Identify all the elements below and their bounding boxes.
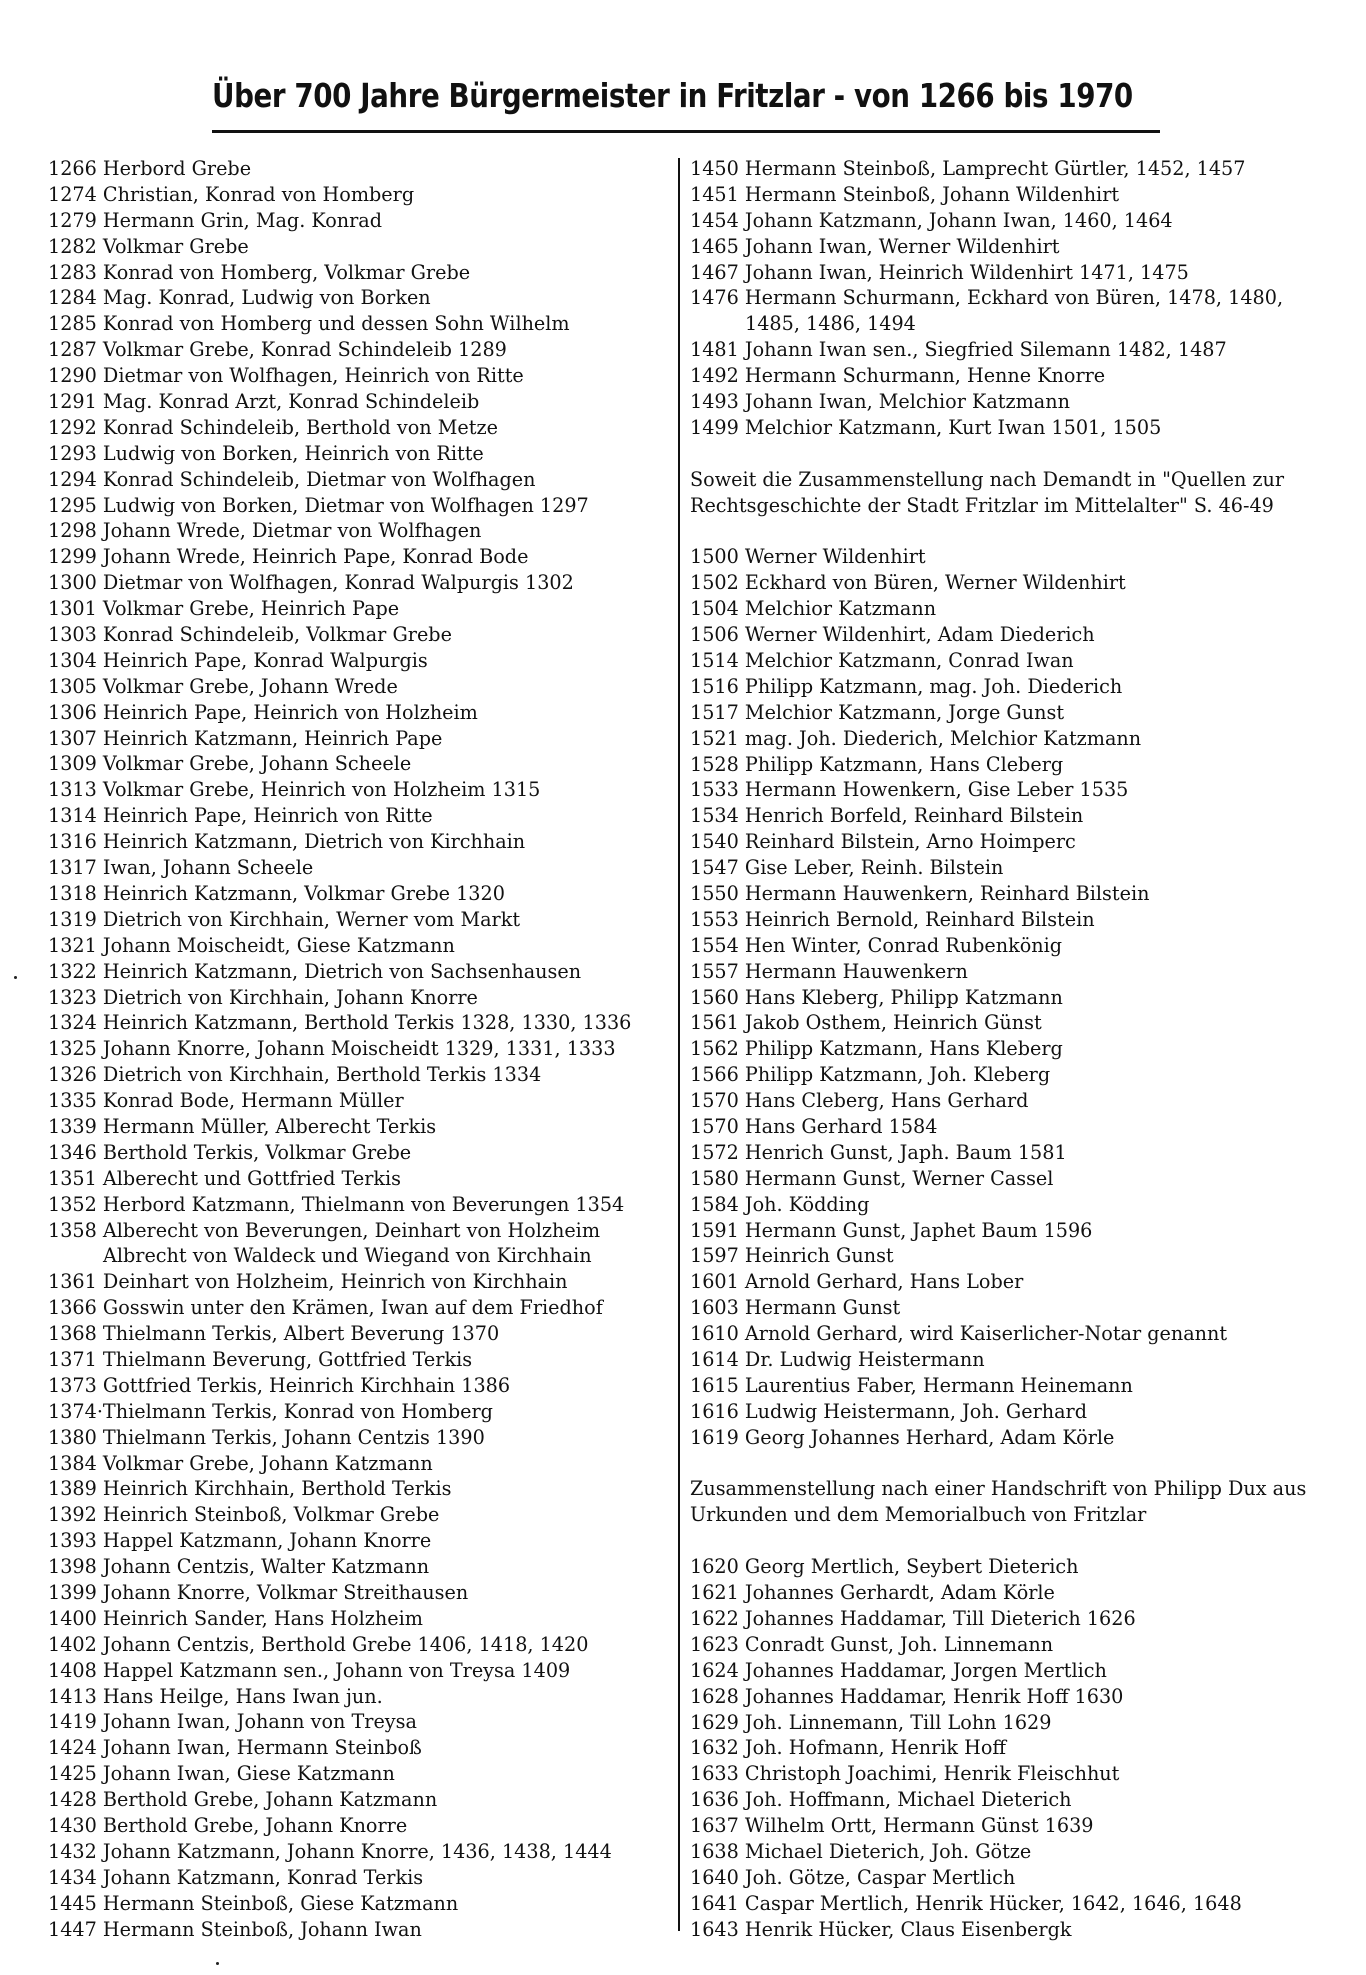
mayor-entry: 1561 Jakob Osthem, Heinrich Günst: [690, 1011, 1042, 1035]
mayor-entry: 1352 Herbord Katzmann, Thielmann von Beverungen 1354: [48, 1192, 625, 1216]
mayor-entry: 1283 Konrad von Homberg, Volkmar Grebe: [48, 260, 471, 284]
mayor-entry: 1301 Volkmar Grebe, Heinrich Pape: [48, 597, 400, 621]
mayor-entry: 1279 Hermann Grin, Mag. Konrad: [48, 208, 383, 232]
mayor-entry: 1502 Eckhard von Büren, Werner Wildenhirt: [690, 571, 1126, 595]
mayor-entry: 1322 Heinrich Katzmann, Dietrich von Sachsenhausen: [48, 959, 582, 983]
mayor-entry: 1643 Henrik Hücker, Claus Eisenbergk: [690, 1917, 1072, 1941]
mayor-entry: 1454 Johann Katzmann, Johann Iwan, 1460, 1464: [690, 208, 1173, 232]
mayor-entry: 1566 Philipp Katzmann, Joh. Kleberg: [690, 1063, 1051, 1087]
mayor-entry: 1465 Johann Iwan, Werner Wildenhirt: [690, 234, 1060, 258]
mayor-entry: 1399 Johann Knorre, Volkmar Streithausen: [48, 1580, 469, 1604]
mayor-entry: 1299 Johann Wrede, Heinrich Pape, Konrad Bode: [48, 545, 529, 569]
mayor-entry: 1392 Heinrich Steinboß, Volkmar Grebe: [48, 1503, 440, 1527]
mayor-entry: 1584 Joh. Ködding: [690, 1192, 870, 1216]
mayor-entry: 1285 Konrad von Homberg und dessen Sohn Wilhelm: [48, 312, 570, 336]
mayor-entry: 1450 Hermann Steinboß, Lamprecht Gürtler, 1452, 1457: [690, 157, 1246, 180]
mayor-entry: 1638 Michael Dieterich, Joh. Götze: [690, 1839, 1032, 1863]
entry-continuation: 1485, 1486, 1494: [745, 312, 916, 336]
mayor-entry: 1557 Hermann Hauwenkern: [690, 959, 968, 983]
mayor-entry: 1432 Johann Katzmann, Johann Knorre, 1436, 1438, 1444: [48, 1839, 612, 1863]
column-divider: [678, 158, 680, 1931]
mayor-entry: 1294 Konrad Schindeleib, Dietmar von Wolfhagen: [48, 467, 536, 491]
mayor-entry: 1637 Wilhelm Ortt, Hermann Günst 1639: [690, 1814, 1094, 1838]
mayor-entry: 1547 Gise Leber, Reinh. Bilstein: [690, 856, 1004, 880]
entry-continuation: Albrecht von Waldeck und Wiegand von Kirchhain: [103, 1244, 592, 1268]
mayor-entry: 1580 Hermann Gunst, Werner Cassel: [690, 1166, 1054, 1190]
mayor-entry: 1373 Gottfried Terkis, Heinrich Kirchhain 1386: [48, 1373, 511, 1397]
mayor-entry: 1292 Konrad Schindeleib, Berthold von Metze: [48, 415, 498, 439]
mayor-entry: 1326 Dietrich von Kirchhain, Berthold Terkis 1334: [48, 1063, 542, 1087]
mayor-entry: 1640 Joh. Götze, Caspar Mertlich: [690, 1865, 1016, 1889]
mayor-entry: 1335 Konrad Bode, Hermann Müller: [48, 1089, 404, 1113]
mayor-entry: 1553 Heinrich Bernold, Reinhard Bilstein: [690, 907, 1095, 931]
mayor-entry: 1615 Laurentius Faber, Hermann Heinemann: [690, 1373, 1133, 1397]
entries-block-1620-1643: [690, 1554, 1350, 1942]
mayor-entry: 1317 Iwan, Johann Scheele: [48, 856, 314, 880]
mayor-entry: 1641 Caspar Mertlich, Henrik Hücker, 1642, 1646, 1648: [690, 1891, 1242, 1915]
mayor-entry: 1603 Hermann Gunst: [690, 1296, 901, 1320]
mayor-entry: 1384 Volkmar Grebe, Johann Katzmann: [48, 1451, 433, 1475]
mayor-entry: 1622 Johannes Haddamar, Till Dieterich 1626: [690, 1606, 1136, 1630]
mayor-entry: 1307 Heinrich Katzmann, Heinrich Pape: [48, 726, 443, 750]
mayor-entry: 1351 Alberecht und Gottfried Terkis: [48, 1166, 401, 1190]
mayor-entry: 1533 Hermann Howenkern, Gise Leber 1535: [690, 778, 1129, 802]
mayor-entry: 1318 Heinrich Katzmann, Volkmar Grebe 1320: [48, 881, 505, 905]
mayor-entry: 1419 Johann Iwan, Johann von Treysa: [48, 1710, 417, 1734]
mayor-entry: 1632 Joh. Hofmann, Henrik Hoff: [690, 1736, 1007, 1760]
mayor-entry: 1361 Deinhart von Holzheim, Heinrich von Kirchhain: [48, 1270, 568, 1294]
mayor-entry: 1624 Johannes Haddamar, Jorgen Mertlich: [690, 1658, 1107, 1682]
mayor-entry: 1323 Dietrich von Kirchhain, Johann Knorre: [48, 985, 478, 1009]
mayor-entry: 1517 Melchior Katzmann, Jorge Gunst: [690, 700, 1065, 724]
stray-mark: [14, 976, 17, 979]
mayor-entry: 1339 Hermann Müller, Alberecht Terkis: [48, 1114, 437, 1138]
spacer: [690, 1528, 1350, 1554]
mayor-entry: 1425 Johann Iwan, Giese Katzmann: [48, 1762, 395, 1786]
mayor-entry: 1467 Johann Iwan, Heinrich Wildenhirt 1471, 1475: [690, 260, 1189, 284]
mayor-entry: 1528 Philipp Katzmann, Hans Cleberg: [690, 752, 1064, 776]
mayor-entry: 1306 Heinrich Pape, Heinrich von Holzheim: [48, 700, 478, 724]
mayor-entry: 1298 Johann Wrede, Dietmar von Wolfhagen: [48, 519, 482, 543]
mayor-entry: 1504 Melchior Katzmann: [690, 597, 937, 621]
mayor-entry: 1572 Henrich Gunst, Japh. Baum 1581: [690, 1140, 1067, 1164]
mayor-entry: 1295 Ludwig von Borken, Dietmar von Wolfhagen 1297: [48, 493, 589, 517]
page-title: Über 700 Jahre Bürgermeister in Fritzlar - von 1266 bis 1970: [212, 76, 1133, 115]
mayor-entry: 1633 Christoph Joachimi, Henrik Fleischhut: [690, 1762, 1120, 1786]
mayor-entry: 1358 Alberecht von Beverungen, Deinhart von Holzheim: [48, 1218, 601, 1242]
mayor-entry: 1570 Hans Cleberg, Hans Gerhard: [690, 1089, 1029, 1113]
mayor-entry: 1313 Volkmar Grebe, Heinrich von Holzheim 1315: [48, 778, 541, 802]
mayor-entry: 1400 Heinrich Sander, Hans Holzheim: [48, 1606, 423, 1630]
spacer: [690, 519, 1350, 545]
entries-block-1450-1505: [690, 156, 1350, 441]
mayor-entry: 1371 Thielmann Beverung, Gottfried Terkis: [48, 1347, 473, 1371]
mayor-entry: 1554 Hen Winter, Conrad Rubenkönig: [690, 933, 1063, 957]
mayor-entry: 1309 Volkmar Grebe, Johann Scheele: [48, 752, 412, 776]
mayor-entry: 1493 Johann Iwan, Melchior Katzmann: [690, 390, 1070, 414]
mayor-entry: 1321 Johann Moischeidt, Giese Katzmann: [48, 933, 455, 957]
mayor-entry: 1291 Mag. Konrad Arzt, Konrad Schindeleib: [48, 390, 480, 414]
left-column: [48, 156, 678, 1942]
mayor-entry: 1305 Volkmar Grebe, Johann Wrede: [48, 674, 398, 698]
mayor-entry: 1516 Philipp Katzmann, mag. Joh. Diederich: [690, 674, 1123, 698]
mayor-entry: 1325 Johann Knorre, Johann Moischeidt 1329, 1331, 1333: [48, 1037, 616, 1061]
mayor-entry: 1304 Heinrich Pape, Konrad Walpurgis: [48, 648, 428, 672]
mayor-entry: 1636 Joh. Hoffmann, Michael Dieterich: [690, 1788, 1072, 1812]
mayor-entry: 1506 Werner Wildenhirt, Adam Diederich: [690, 623, 1095, 647]
mayor-entry: 1451 Hermann Steinboß, Johann Wildenhirt: [690, 182, 1120, 206]
mayor-entry: 1398 Johann Centzis, Walter Katzmann: [48, 1555, 430, 1579]
mayor-entry: 1413 Hans Heilge, Hans Iwan jun.: [48, 1684, 383, 1708]
mayor-entry: 1408 Happel Katzmann sen., Johann von Treysa 1409: [48, 1658, 571, 1682]
mayor-entry: 1614 Dr. Ludwig Heistermann: [690, 1348, 985, 1371]
mayor-entry: 1274 Christian, Konrad von Homberg: [48, 182, 415, 206]
mayor-entry: 1316 Heinrich Katzmann, Dietrich von Kirchhain: [48, 830, 526, 854]
mayor-entry: 1540 Reinhard Bilstein, Arno Hoimperc: [690, 830, 1076, 854]
mayor-entry: 1620 Georg Mertlich, Seybert Dieterich: [690, 1555, 1079, 1579]
mayor-entry: 1562 Philipp Katzmann, Hans Kleberg: [690, 1037, 1063, 1061]
mayor-entry: 1314 Heinrich Pape, Heinrich von Ritte: [48, 804, 433, 828]
mayor-entry: 1447 Hermann Steinboß, Johann Iwan: [48, 1917, 422, 1941]
mayor-entry: 1428 Berthold Grebe, Johann Katzmann: [48, 1788, 438, 1812]
mayor-entry: 1621 Johannes Gerhardt, Adam Körle: [690, 1581, 1055, 1605]
mayor-entry: 1374·Thielmann Terkis, Konrad von Homberg: [48, 1399, 493, 1423]
source-note-demandt: [690, 467, 1350, 519]
mayor-entry: 1560 Hans Kleberg, Philipp Katzmann: [690, 985, 1063, 1009]
mayor-entry: 1319 Dietrich von Kirchhain, Werner vom Markt: [48, 907, 521, 931]
title-rule: [212, 130, 1160, 133]
mayor-entry: 1346 Berthold Terkis, Volkmar Grebe: [48, 1140, 412, 1164]
stray-mark: [216, 1962, 219, 1965]
mayor-entry: 1476 Hermann Schurmann, Eckhard von Büren, 1478, 1480,: [690, 286, 1284, 310]
mayor-entry: 1324 Heinrich Katzmann, Berthold Terkis 1328, 1330, 1336: [48, 1011, 632, 1035]
mayor-entry: 1534 Henrich Borfeld, Reinhard Bilstein: [690, 804, 1084, 828]
note-line: Urkunden und dem Memorialbuch von Fritzlar: [690, 1503, 1147, 1527]
mayor-entry: 1610 Arnold Gerhard, wird Kaiserlicher-Notar genannt: [690, 1322, 1228, 1346]
mayor-entry: 1287 Volkmar Grebe, Konrad Schindeleib 1289: [48, 338, 507, 362]
mayor-entry: 1628 Johannes Haddamar, Henrik Hoff 1630: [690, 1684, 1124, 1708]
mayor-entry: 1629 Joh. Linnemann, Till Lohn 1629: [690, 1710, 1052, 1734]
spacer: [690, 1451, 1350, 1477]
mayor-entry: 1282 Volkmar Grebe: [48, 234, 249, 258]
mayor-entry: 1424 Johann Iwan, Hermann Steinboß: [48, 1736, 422, 1760]
entries-block-1500-1619: [690, 544, 1350, 1450]
mayor-entry: 1481 Johann Iwan sen., Siegfried Silemann 1482, 1487: [690, 338, 1227, 362]
mayor-entry: 1380 Thielmann Terkis, Johann Centzis 1390: [48, 1425, 485, 1449]
mayor-entry: 1623 Conradt Gunst, Joh. Linnemann: [690, 1632, 1054, 1656]
mayor-entry: 1434 Johann Katzmann, Konrad Terkis: [48, 1865, 424, 1889]
source-note-dux: [690, 1476, 1350, 1528]
spacer: [690, 441, 1350, 467]
mayor-entry: 1366 Gosswin unter den Krämen, Iwan auf dem Friedhof: [48, 1296, 603, 1320]
mayor-entry: 1499 Melchior Katzmann, Kurt Iwan 1501, 1505: [690, 415, 1162, 439]
mayor-entry: 1300 Dietmar von Wolfhagen, Konrad Walpurgis 1302: [48, 571, 574, 595]
mayor-entry: 1293 Ludwig von Borken, Heinrich von Ritte: [48, 441, 484, 465]
mayor-entry: 1500 Werner Wildenhirt: [690, 545, 926, 569]
right-column: [690, 156, 1350, 1943]
mayor-entry: 1616 Ludwig Heistermann, Joh. Gerhard: [690, 1399, 1088, 1423]
note-line: Rechtsgeschichte der Stadt Fritzlar im Mittelalter" S. 46-49: [690, 493, 1274, 517]
mayor-entry: 1591 Hermann Gunst, Japhet Baum 1596: [690, 1218, 1093, 1242]
mayor-entry: 1521 mag. Joh. Diederich, Melchior Katzmann: [690, 726, 1142, 750]
mayor-entry: 1389 Heinrich Kirchhain, Berthold Terkis: [48, 1477, 452, 1501]
mayor-entry: 1266 Herbord Grebe: [48, 157, 252, 180]
mayor-entry: 1619 Georg Johannes Herhard, Adam Körle: [690, 1425, 1115, 1449]
mayor-entry: 1601 Arnold Gerhard, Hans Lober: [690, 1270, 1024, 1294]
mayor-entry: 1492 Hermann Schurmann, Henne Knorre: [690, 364, 1106, 388]
mayor-entry: 1393 Happel Katzmann, Johann Knorre: [48, 1529, 432, 1553]
mayor-entry: 1597 Heinrich Gunst: [690, 1244, 894, 1268]
mayor-entry: 1368 Thielmann Terkis, Albert Beverung 1370: [48, 1322, 500, 1346]
mayor-entry: 1570 Hans Gerhard 1584: [690, 1114, 938, 1138]
mayor-entry: 1550 Hermann Hauwenkern, Reinhard Bilstein: [690, 881, 1150, 905]
note-line: Zusammenstellung nach einer Handschrift von Philipp Dux aus: [690, 1477, 1307, 1501]
mayor-entry: 1284 Mag. Konrad, Ludwig von Borken: [48, 286, 431, 310]
mayor-entry: 1445 Hermann Steinboß, Giese Katzmann: [48, 1891, 459, 1915]
mayor-entry: 1430 Berthold Grebe, Johann Knorre: [48, 1814, 408, 1837]
mayor-entry: 1290 Dietmar von Wolfhagen, Heinrich von Ritte: [48, 364, 524, 388]
mayor-entry: 1514 Melchior Katzmann, Conrad Iwan: [690, 648, 1074, 672]
mayor-entry: 1402 Johann Centzis, Berthold Grebe 1406, 1418, 1420: [48, 1632, 589, 1656]
mayor-entry: 1303 Konrad Schindeleib, Volkmar Grebe: [48, 623, 452, 647]
note-line: Soweit die Zusammenstellung nach Demandt in "Quellen zur: [690, 467, 1285, 491]
